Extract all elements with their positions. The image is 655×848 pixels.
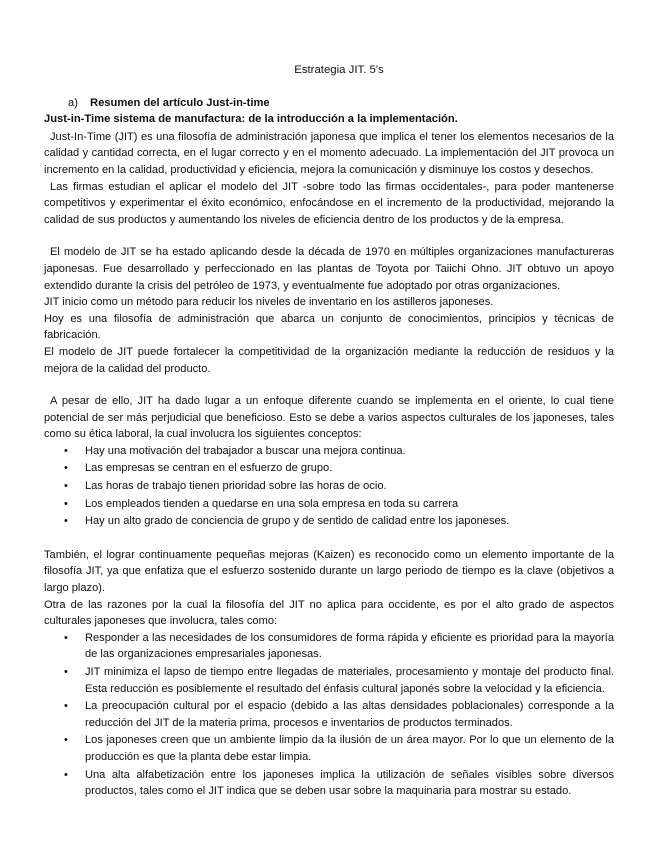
list-item xyxy=(64,513,614,530)
bullet-icon: • xyxy=(64,666,68,678)
list-item-text: Hay una motivación del trabajador a buscar una mejora continua. xyxy=(85,444,406,457)
list-item-text: Responder a las necesidades de los consumidores de forma rápida y eficiente es prioridad para la mayoría de las organizaciones empresariales japonesas. xyxy=(85,631,614,661)
bullet-icon: • xyxy=(64,734,68,747)
list-item-text: JIT minimiza el lapso de tiempo entre llegadas de materiales, procesamiento y montaje del producto final. Esta reducción es posiblemente el resultado del énfasis cultural japonés sobre la velocidad y la eficiencia. xyxy=(85,666,614,695)
list-item-text: La preocupación cultural por el espacio (debido a las altas densidades poblacionales) corresponde a la reducción del JIT de la materia prima, procesos e inventarios de productos terminados. xyxy=(85,700,614,729)
article-subtitle: Just-in-Time sistema de manufactura: de la introducción a la implementación. xyxy=(44,113,458,126)
section-heading-text: Resumen del artículo Just-in-time xyxy=(90,96,270,109)
list-item xyxy=(64,460,614,477)
list-item-text: Las horas de trabajo tienen prioridad sobre las horas de ocio. xyxy=(85,480,387,493)
list-item xyxy=(64,443,614,460)
paragraph-western-firms: Las firmas estudian el aplicar el modelo del JIT -sobre todo las firmas occidentales-, para poder mantenerse competitivos y experimentar el éxito económico, enfocándose en el incremento de la productividad, mejorando la calidad de sus productos y aumentando los niveles de eficiencia dentro de los productos y de la empresa. xyxy=(44,180,614,226)
list-item-text: Los japoneses creen que un ambiente limpio da la ilusión de un área mayor. Por lo que un elemento de la producción es que la planta debe estar limpia. xyxy=(85,734,614,763)
list-item-text: Las empresas se centran en el esfuerzo de grupo. xyxy=(85,462,333,475)
work-ethic-list xyxy=(44,443,614,530)
list-item xyxy=(64,630,614,663)
paragraph-jit-competitiveness: El modelo de JIT puede fortalecer la competitividad de la organización mediante la reducción de residuos y la mejora de la calidad del producto. xyxy=(44,345,614,375)
list-item xyxy=(64,478,614,495)
bullet-icon: • xyxy=(64,480,68,493)
list-item xyxy=(64,496,614,513)
paragraph-spacer xyxy=(44,377,614,393)
document-title: Estrategia JIT. 5's xyxy=(294,64,384,76)
paragraph-western-reasons: Otra de las razones por la cual la filosofía del JIT no aplica para occidente, es por el alto grado de aspectos culturales japoneses que involucra, tales como: xyxy=(44,598,614,628)
bullet-icon: • xyxy=(64,768,68,781)
list-item xyxy=(64,698,614,731)
paragraph-jit-origin: JIT inicio como un método para reducir los niveles de inventario en los astilleros japoneses. xyxy=(44,296,494,309)
paragraph-cultural-aspects: A pesar de ello, JIT ha dado lugar a un enfoque diferente cuando se implementa en el oriente, lo cual tiene potencial de ser más perjudicial que beneficioso. Esto se debe a varios aspectos culturales de los japoneses, tales como su ética laboral, la cual involucra los siguientes conceptos: xyxy=(44,395,614,441)
list-item-text: Hay un alto grado de conciencia de grupo y de sentido de calidad entre los japoneses. xyxy=(85,515,510,528)
list-item-text: Una alta alfabetización entre los japoneses implica la utilización de señales visibles sobre diversos productos, tales como el JIT indica que se deben usar sobre la maquinaria para mostrar su estado. xyxy=(85,768,614,798)
bullet-icon: • xyxy=(64,497,68,510)
paragraph-spacer xyxy=(44,531,614,547)
list-item xyxy=(64,767,614,800)
bullet-icon: • xyxy=(64,700,68,713)
bullet-icon: • xyxy=(64,462,68,475)
paragraph-jit-philosophy: Hoy es una filosofía de administración que abarca un conjunto de conocimientos, principios y técnicas de fabricación. xyxy=(44,312,614,342)
list-item xyxy=(64,664,614,697)
list-item xyxy=(64,732,614,765)
document-page xyxy=(44,62,614,801)
section-heading xyxy=(44,95,614,112)
paragraph-kaizen: También, el lograr continuamente pequeñas mejoras (Kaizen) es reconocido como un elemento importante de la filosofía JIT, ya que enfatiza que el esfuerzo sostenido durante un largo periodo de tiempo es la clave (objetivos a largo plazo). xyxy=(44,548,614,595)
bullet-icon: • xyxy=(64,444,68,457)
bullet-icon: • xyxy=(64,515,68,528)
bullet-icon: • xyxy=(64,631,68,644)
paragraph-jit-history: El modelo de JIT se ha estado aplicando desde la década de 1970 en múltiples organizaciones manufactureras japonesas. Fue desarrollado y perfeccionado en las plantas de Toyota por Taiichi Ohno. JIT obtuvo un apoyo extendido durante la crisis del petróleo de 1973, y eventualmente fue adoptado por otras organizaciones. xyxy=(44,246,614,292)
cultural-aspects-list xyxy=(44,630,614,800)
paragraph-jit-definition: Just-In-Time (JIT) es una filosofía de administración japonesa que implica el tener los elementos necesarios de la calidad y cantidad correcta, en el lugar correcto y en el momento adecuado. La implementación del JIT provoca un incremento en la calidad, productividad y eficiencia, mejora la comunicación y disminuye los costos y desechos. xyxy=(44,130,614,176)
section-marker: a) xyxy=(68,96,78,109)
list-item-text: Los empleados tienden a quedarse en una sola empresa en toda su carrera xyxy=(85,497,459,510)
paragraph-spacer xyxy=(44,228,614,244)
